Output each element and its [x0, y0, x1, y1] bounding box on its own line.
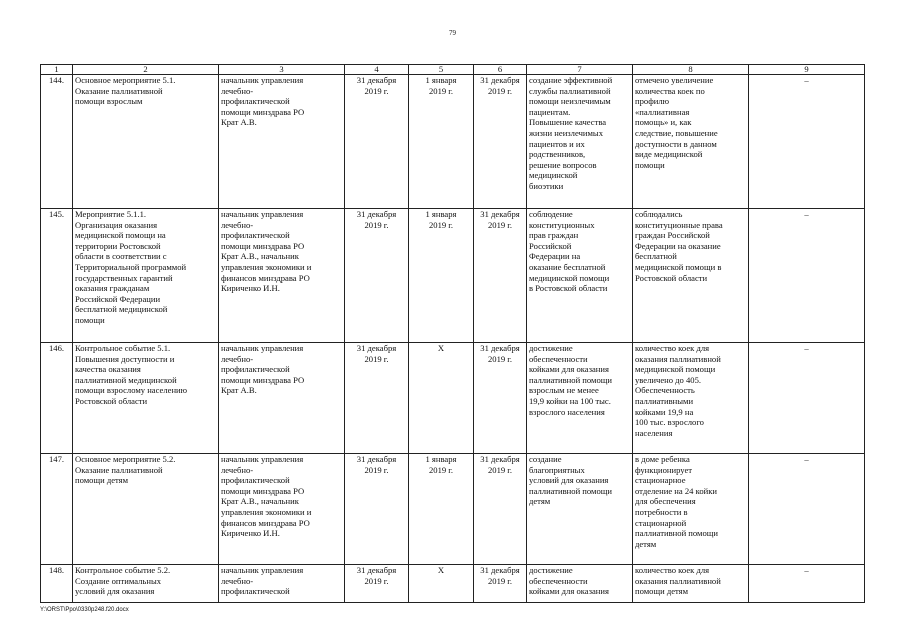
measure-name-text: Контрольное событие 5.1. Повышения доступности и качества оказания паллиативной медицинской помощи взрослому населению Ростовской области	[75, 343, 188, 406]
measure-name-text: Основное мероприятие 5.1. Оказание паллиативной помощи взрослым	[75, 75, 176, 107]
planned-result-text: создание эффективной службы паллиативной помощи неизлечимым пациентам. Повышение качества жизни неизлечимых пациентов и их родственников, решение вопросов медицинской биоэтики	[529, 75, 613, 191]
actual-start	[409, 454, 474, 565]
planned-result	[527, 343, 633, 454]
executor-text: начальник управления лечебно- профилактической помощи минздрава РО Крат А.В.	[221, 343, 305, 396]
note: –	[749, 565, 865, 603]
actual-result	[633, 75, 749, 209]
planned-result-text: создание благоприятных условий для оказания паллиативной помощи детям	[529, 454, 612, 507]
planned-end	[345, 209, 409, 343]
planned-result-text: соблюдение конституционных прав граждан Российской Федерации на оказание бесплатной медицинской помощи в Ростовской области	[529, 209, 610, 294]
row-number: 148.	[41, 565, 73, 603]
executor	[219, 343, 345, 454]
measure-name	[73, 209, 219, 343]
note: –	[749, 209, 865, 343]
actual-result	[633, 454, 749, 565]
measure-name	[73, 454, 219, 565]
planned-end-text: 31 декабря 2019 г.	[356, 454, 397, 475]
actual-result	[633, 565, 749, 603]
planned-end-text: 31 декабря 2019 г.	[356, 209, 397, 230]
actual-result-text: в доме ребенка функционирует стационарное отделение на 24 койки для обеспечения потребности в стационарной паллиативной помощи детям	[635, 454, 718, 549]
measure-name	[73, 75, 219, 209]
column-header: 9	[749, 65, 865, 75]
table-row	[41, 454, 865, 565]
executor-text: начальник управления лечебно- профилактической помощи минздрава РО Крат А.В., начальник управления экономики и финансов минздрава РО Кириченко И.Н.	[221, 209, 312, 294]
measure-name-text: Мероприятие 5.1.1. Организация оказания медицинской помощи на территории Ростовской области в соответствии с Территориальной программой государственных гарантий оказания гражданам Российской Федерации бесплатной медицинской помощи	[75, 209, 187, 325]
planned-end-text: 31 декабря 2019 г.	[356, 75, 397, 96]
column-header: 4	[345, 65, 409, 75]
measure-name	[73, 343, 219, 454]
planned-end	[345, 75, 409, 209]
actual-end-text: 31 декабря 2019 г.	[480, 75, 520, 96]
column-numbers-row	[41, 65, 865, 75]
column-header: 7	[527, 65, 633, 75]
table-row	[41, 75, 865, 209]
executor	[219, 454, 345, 565]
executor-text: начальник управления лечебно- профилактической	[221, 565, 304, 597]
actual-start-text: 1 января 2019 г.	[425, 209, 457, 230]
actual-result-text: количество коек для оказания паллиативной помощи детям	[635, 565, 721, 597]
actual-end-text: 31 декабря 2019 г.	[480, 209, 520, 230]
executor-text: начальник управления лечебно- профилактической помощи минздрава РО Крат А.В.	[221, 75, 305, 128]
report-table	[40, 64, 865, 603]
column-header: 3	[219, 65, 345, 75]
column-header: 1	[41, 65, 73, 75]
actual-start	[409, 209, 474, 343]
actual-end-text: 31 декабря 2019 г.	[480, 565, 520, 586]
executor-text: начальник управления лечебно- профилактической помощи минздрава РО Крат А.В., начальник управления экономики и финансов минздрава РО Кириченко И.Н.	[221, 454, 312, 539]
actual-result-text: количество коек для оказания паллиативной медицинской помощи увеличено до 405. Обеспеченность паллиативными койками 19,9 на 100 тыс. взрослого населения	[635, 343, 721, 438]
page-number: 79	[449, 29, 456, 37]
row-number: 144.	[41, 75, 73, 209]
actual-end	[474, 565, 527, 603]
planned-result	[527, 565, 633, 603]
planned-end-text: 31 декабря 2019 г.	[356, 343, 397, 364]
planned-result-text: достижение обеспеченности койками для оказания паллиативной помощи взрослым не менее 19,9 койки на 100 тыс. взрослого населения	[529, 343, 612, 417]
actual-result	[633, 209, 749, 343]
table-row	[41, 565, 865, 603]
measure-name-text: Основное мероприятие 5.2. Оказание паллиативной помощи детям	[75, 454, 176, 486]
planned-result	[527, 454, 633, 565]
planned-result-text: достижение обеспеченности койками для оказания	[529, 565, 609, 597]
actual-end-text: 31 декабря 2019 г.	[480, 343, 520, 364]
planned-end	[345, 343, 409, 454]
actual-start	[409, 565, 474, 603]
column-header: 8	[633, 65, 749, 75]
row-number: 147.	[41, 454, 73, 565]
actual-start-text: Х	[437, 565, 445, 575]
actual-result-text: соблюдались конституционные права граждан Российской Федерации на оказание бесплатной медицинской помощи в Ростовской области	[635, 209, 723, 283]
actual-end	[474, 75, 527, 209]
row-number: 146.	[41, 343, 73, 454]
planned-end	[345, 454, 409, 565]
planned-result	[527, 209, 633, 343]
row-number: 145.	[41, 209, 73, 343]
planned-end-text: 31 декабря 2019 г.	[356, 565, 397, 586]
actual-result-text: отмечено увеличение количества коек по профилю «паллиативная помощь» и, как следствие, повышение доступности в данном виде медицинской помощи	[635, 75, 718, 170]
actual-start	[409, 343, 474, 454]
measure-name-text: Контрольное событие 5.2. Создание оптимальных условий для оказания	[75, 565, 171, 597]
planned-result	[527, 75, 633, 209]
actual-end	[474, 209, 527, 343]
actual-start-text: 1 января 2019 г.	[425, 454, 457, 475]
table-row	[41, 343, 865, 454]
note: –	[749, 343, 865, 454]
column-header: 5	[409, 65, 474, 75]
column-header: 6	[474, 65, 527, 75]
actual-start-text: 1 января 2019 г.	[425, 75, 457, 96]
actual-start	[409, 75, 474, 209]
note: –	[749, 75, 865, 209]
executor	[219, 209, 345, 343]
actual-start-text: Х	[437, 343, 445, 353]
actual-end-text: 31 декабря 2019 г.	[480, 454, 520, 475]
measure-name	[73, 565, 219, 603]
note: –	[749, 454, 865, 565]
table-row	[41, 209, 865, 343]
executor	[219, 565, 345, 603]
column-header: 2	[73, 65, 219, 75]
actual-result	[633, 343, 749, 454]
file-path-footer: Y:\ORST\Ppo\0330p248.f20.docx	[40, 607, 129, 613]
actual-end	[474, 343, 527, 454]
executor	[219, 75, 345, 209]
actual-end	[474, 454, 527, 565]
planned-end	[345, 565, 409, 603]
